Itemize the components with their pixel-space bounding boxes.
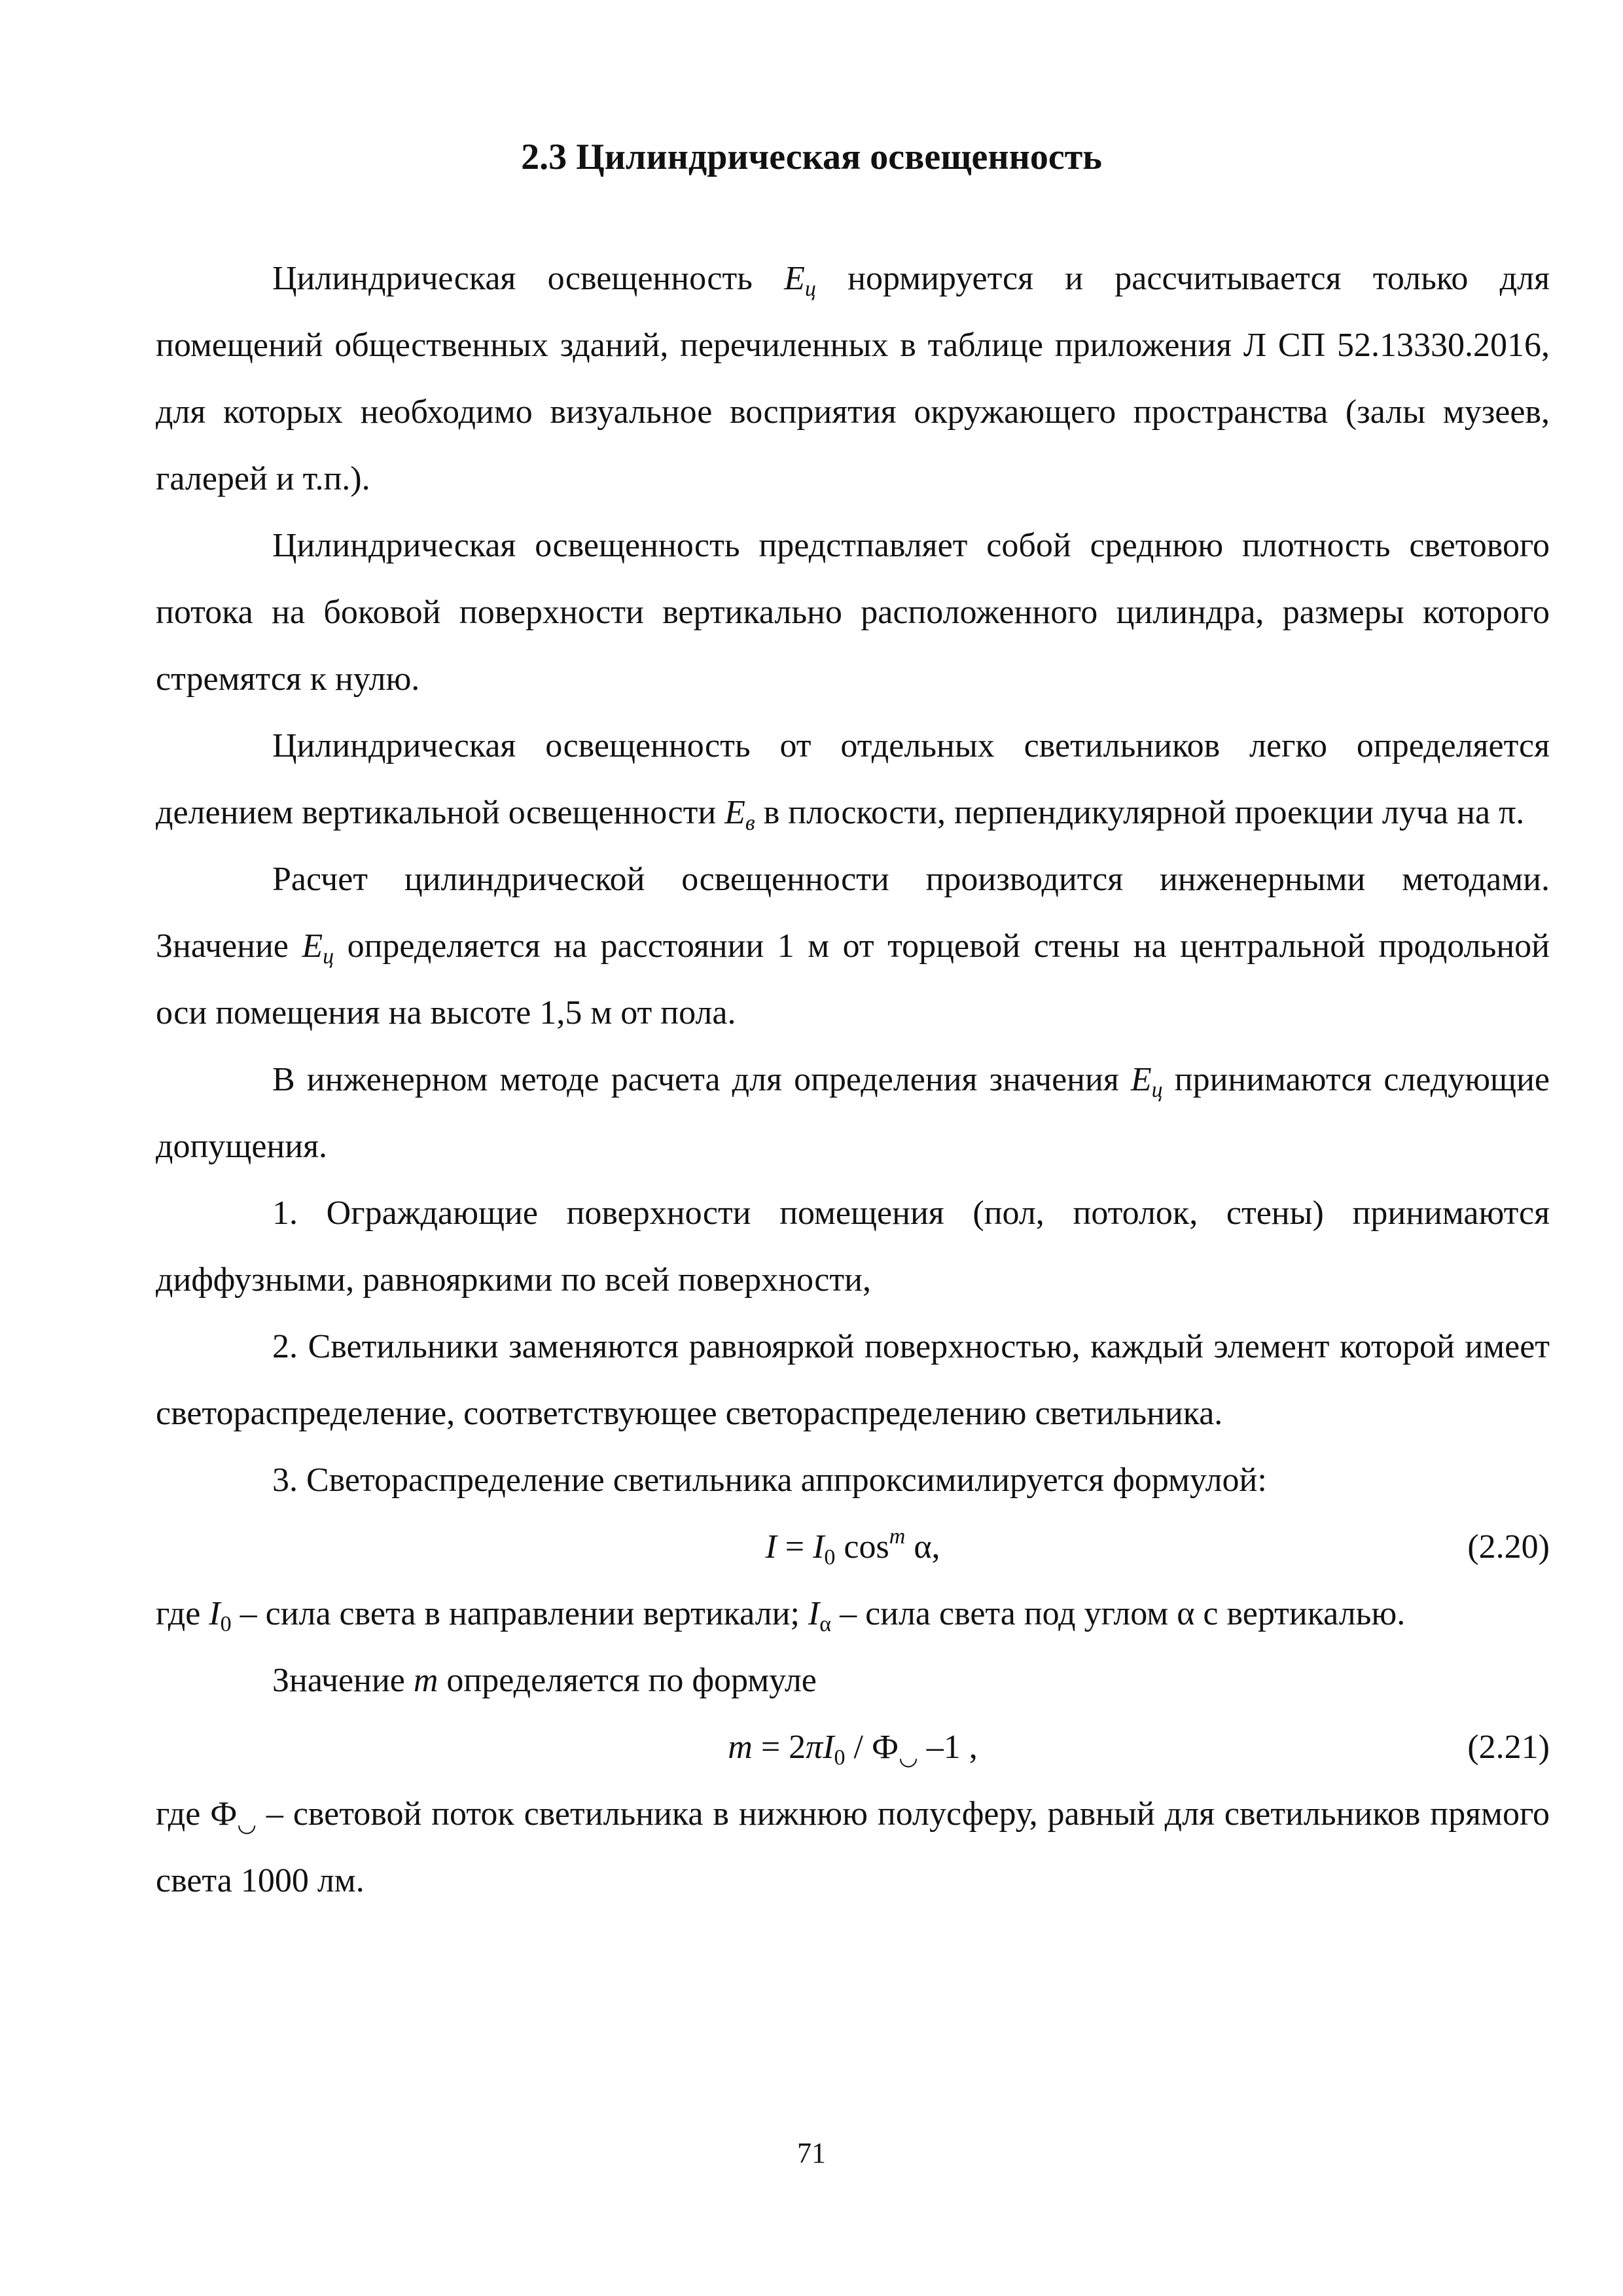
paragraph-7: 2. Светильники заменяются равнояркой поверхностью, каждый элемент которой имеет светораспределение, соответствующее светораспределению светильника. (156, 1328, 1550, 1432)
formula-2-21-expression: $m = 2\pi I_0 / Ф_◡$ –1 , (728, 1729, 978, 1770)
formula-2-21-number: (2.21) (1467, 1729, 1550, 1766)
paragraph-8: 3. Светораспределение светильника аппроксимилируется формулой: (272, 1462, 1267, 1499)
formula-2-20 (156, 1514, 1550, 1581)
paragraph-4: Расчет цилиндрической освещенности производится инженерными методами. Значение $E_ц$ определяется на расстоянии 1 м от торцевой стены на центральной продольной оси помещения на высоте 1,5 м от пола. (156, 861, 1550, 1031)
formula-2-20-number: (2.20) (1467, 1528, 1550, 1566)
document-body (156, 245, 1550, 1914)
paragraph-2: Цилиндрическая освещенность предстпавляет собой среднюю плотность светового потока на боковой поверхности вертикально расположенного цилиндра, размеры которого стремятся к нулю. (156, 527, 1550, 698)
formula-2-20-expression: $I = I_0$ $\cos^m \alpha$, (765, 1524, 940, 1570)
paragraph-6: 1. Ограждающие поверхности помещения (пол, потолок, стены) принимаются диффузными, равнояркими по всей поверхности, (156, 1194, 1550, 1299)
paragraph-1: Цилиндрическая освещенность $E_ц$ нормируется и рассчитывается только для помещений общественных зданий, перечиленных в таблице приложения Л СП 52.13330.2016, для которых необходимо визуальное восприятия окружающего пространства (залы музеев, галерей и т.п.). (156, 260, 1550, 497)
formula-2-21 (156, 1714, 1550, 1781)
paragraph-3: Цилиндрическая освещенность от отдельных светильников легко определяется делением вертикальной освещенности $E_в$ в плоскости, перпендикулярной проекции луча на π. (156, 727, 1550, 835)
section-heading: 2.3 Цилиндрическая освещенность (521, 137, 1102, 177)
paragraph-10: Значение m определяется по формуле (272, 1662, 817, 1699)
page-number: 71 (797, 2137, 826, 2169)
paragraph-5: В инженерном методе расчета для определения значения $E_ц$ принимаются следующие допущения. (156, 1061, 1550, 1165)
paragraph-9: где $I_0$ – сила света в направлении вертикали; $I_\alpha$ – сила света под углом α с вертикалью. (156, 1595, 1406, 1636)
paragraph-11: где $Ф_◡$ – световой поток светильника в нижнюю полусферу, равный для светильников прямого света 1000 лм. (156, 1795, 1550, 1899)
